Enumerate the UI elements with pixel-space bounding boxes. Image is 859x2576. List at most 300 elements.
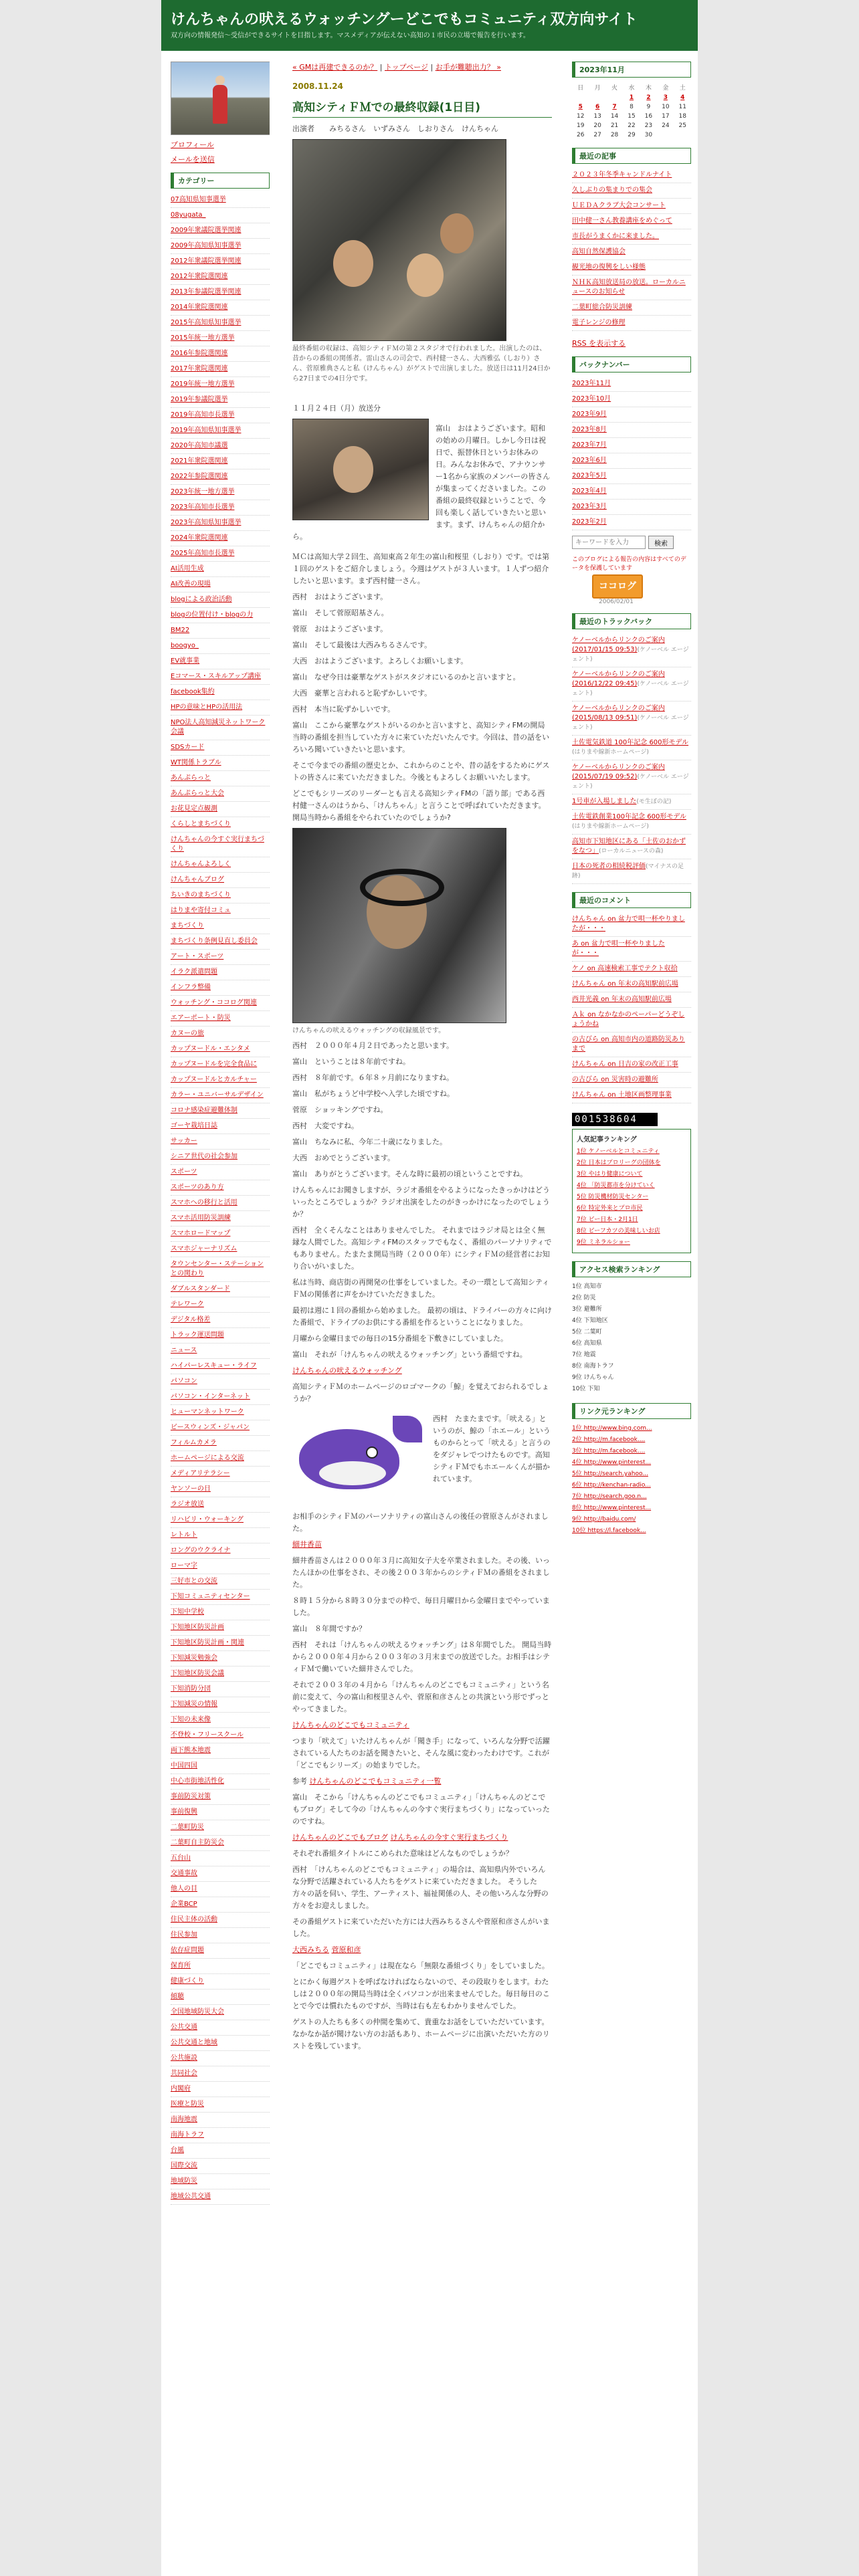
category-link[interactable]: けんちゃんの今すぐ実行まちづくり — [171, 836, 264, 853]
category-link[interactable]: カヌーの旅 — [171, 1030, 204, 1037]
calendar-day[interactable]: 26 — [576, 132, 585, 138]
breadcrumb-sep: | — [430, 63, 434, 72]
category-item — [171, 1774, 270, 1790]
trackback-item — [572, 702, 691, 736]
calendar-day[interactable]: 4 — [680, 94, 685, 101]
category-link[interactable]: ホームページによる交流 — [171, 1455, 244, 1462]
category-item — [171, 2189, 270, 2205]
category-link[interactable]: 住民主体の活動 — [171, 1916, 217, 1923]
category-link[interactable]: リハビリ・ウォーキング — [171, 1516, 244, 1523]
category-link[interactable]: blogによる政治活動 — [171, 596, 232, 603]
backnumber-link[interactable]: 2023年10月 — [572, 395, 611, 403]
access-rank-text: 9位 けんちゃん — [572, 1374, 614, 1381]
access-rank-text: 2位 防災 — [572, 1295, 596, 1301]
blog-rank-text[interactable]: 7位 ビー日本・2月1日 — [577, 1216, 638, 1223]
blog-rank-text[interactable]: 5位 防災機材防災センター — [577, 1194, 649, 1200]
calendar-day[interactable]: 28 — [610, 132, 619, 138]
category-link[interactable]: 下知コミュニティセンター — [171, 1593, 250, 1600]
studio-photo-1[interactable] — [292, 139, 506, 341]
category-link[interactable]: デジタル格差 — [171, 1316, 211, 1323]
category-link[interactable]: 2025年高知市長選挙 — [171, 550, 235, 557]
backnumber-link[interactable]: 2023年11月 — [572, 380, 611, 387]
recent-post-item — [572, 183, 691, 199]
calendar-day[interactable]: 12 — [576, 113, 585, 120]
calendar-day[interactable]: 18 — [678, 113, 686, 120]
blog-ranking-heading: 人気記事ランキング — [577, 1136, 637, 1144]
category-link[interactable]: 三好市との交流 — [171, 1578, 217, 1585]
trackback-link[interactable]: ケノーベルからリンクのご案内(2017/01/15 09:53) — [572, 637, 665, 653]
calendar-day[interactable]: 7 — [612, 104, 617, 110]
trackback-link[interactable]: 1号車が入場しました — [572, 798, 637, 805]
paragraph: 西村 たまたまです。「吠える」というのが、鯨の「ホエール」というものからとって「吠える」と言うのをダジャレでつけたものです。高知シティＦＭでもホエールくんが描かれています。 — [433, 1414, 551, 1483]
calendar-day[interactable]: 19 — [576, 122, 585, 129]
category-link[interactable]: 2013年参議院選挙関連 — [171, 288, 242, 296]
comment-link[interactable]: Ａｋ on なかなかのペーパーどうぞしょうかね — [572, 1011, 685, 1028]
category-link[interactable]: 07高知県知事選挙 — [171, 196, 226, 203]
category-item — [171, 1559, 270, 1574]
access-rank-text: 3位 避難所 — [572, 1306, 602, 1313]
blog-rank-item — [577, 1192, 686, 1203]
category-link[interactable]: 国際交流 — [171, 2162, 197, 2169]
send-mail-link[interactable]: メールを送信 — [171, 155, 215, 164]
trackback-source: (ケノーベル エージェント) — [572, 647, 689, 663]
blog-rank-text[interactable]: 3位 やはり健康について — [577, 1171, 643, 1178]
link-rank-text[interactable]: 2位 http://m.facebook.... — [572, 1436, 646, 1443]
link-rank-text[interactable]: 4位 http://www.pinterest... — [572, 1459, 652, 1466]
category-link[interactable]: 中心市街地活性化 — [171, 1778, 224, 1785]
category-link[interactable]: 保育所 — [171, 1962, 191, 1969]
profile-link[interactable]: プロフィール — [171, 140, 214, 149]
calendar-day[interactable]: 11 — [678, 104, 686, 110]
trackback-link[interactable]: 日本の死者の相続税評価 — [572, 863, 646, 870]
backnumber-link[interactable]: 2023年5月 — [572, 472, 607, 479]
category-link[interactable]: ウォッチング・ココログ関連 — [171, 999, 257, 1006]
trackback-link[interactable]: 土佐電気鉄道 100年記念 600形モデル — [572, 739, 689, 746]
category-link[interactable]: 共同社会 — [171, 2070, 197, 2077]
category-link[interactable]: 二葉町自主防災会 — [171, 1839, 224, 1846]
category-link[interactable]: 08yugata_ — [171, 211, 206, 219]
category-link[interactable]: 下知地区防災計画 — [171, 1624, 224, 1631]
calendar-day[interactable]: 10 — [662, 104, 670, 110]
recent-post-item — [572, 199, 691, 214]
category-link[interactable]: 下知消防分団 — [171, 1685, 211, 1693]
category-item — [171, 1119, 270, 1134]
category-link[interactable]: 2022年参院選関連 — [171, 473, 228, 480]
category-item — [171, 1697, 270, 1713]
category-link[interactable]: ロングのウクライナ — [171, 1547, 231, 1554]
category-item — [171, 965, 270, 980]
category-link[interactable]: 2016年参院選関連 — [171, 350, 228, 357]
link-rank-text[interactable]: 8位 http://www.pinterest... — [572, 1505, 652, 1511]
category-link[interactable]: 2021年衆院選関連 — [171, 457, 228, 465]
calendar-day[interactable]: 22 — [628, 122, 636, 129]
site-title[interactable]: けんちゃんの吠えるウォッチングーどこでもコミュニティ双方向サイト — [171, 11, 638, 28]
access-rank-item — [572, 1350, 691, 1361]
calendar-day — [589, 93, 605, 102]
category-item — [171, 239, 270, 254]
category-link[interactable]: 2019年参議院選挙 — [171, 396, 228, 403]
dialogue-line: 大西 おはようございます。よろしくお願いします。 — [292, 657, 468, 665]
category-item — [171, 2174, 270, 2189]
category-item — [171, 1513, 270, 1528]
category-link[interactable]: 事前防災対策 — [171, 1793, 211, 1800]
recent-post-link[interactable]: ２０２３年冬季キャンドルナイト — [572, 171, 672, 179]
comment-link[interactable]: の古びら on 高知市内の道路防災ありまで — [572, 1036, 685, 1053]
category-link[interactable]: 公共施設 — [171, 2054, 197, 2062]
backnumber-link[interactable]: 2023年7月 — [572, 441, 607, 449]
trackback-link[interactable]: ケノーベルからリンクのご案内(2015/08/13 09:51) — [572, 705, 665, 722]
category-link[interactable]: あんぷらっと — [171, 774, 211, 782]
category-link[interactable]: 台風 — [171, 2147, 184, 2154]
profile-photo[interactable] — [171, 62, 270, 135]
recent-post-link[interactable]: 二葉町総合防災訓練 — [572, 304, 632, 311]
left-sidebar — [171, 62, 270, 2563]
category-link[interactable]: スマホロードマップ — [171, 1230, 231, 1237]
category-link[interactable]: くらしとまちづくり — [171, 821, 231, 828]
community-list-link[interactable]: けんちゃんのどこでもコミュニティ一覧 — [309, 1777, 442, 1786]
category-link[interactable]: SDSカード — [171, 744, 205, 751]
calendar-day[interactable]: 24 — [662, 122, 670, 129]
category-item — [171, 833, 270, 857]
category-link[interactable]: AI活用生成 — [171, 565, 204, 572]
calendar-day[interactable]: 27 — [593, 132, 601, 138]
whale-belly — [319, 1461, 386, 1485]
category-link[interactable]: Eコマース・スキルアップ講座 — [171, 673, 262, 680]
access-counter: 001538604 — [572, 1113, 658, 1126]
category-link[interactable]: 2015年統一地方選挙 — [171, 334, 235, 342]
category-link[interactable]: フィルムカメラ — [171, 1439, 217, 1446]
category-link[interactable]: レトルト — [171, 1531, 197, 1539]
recent-post-link[interactable]: ＵＥＤＡクラブ大会コンサート — [572, 202, 666, 209]
category-link[interactable]: 2023年高知市長選挙 — [171, 504, 235, 511]
studio-photo-3[interactable] — [292, 828, 506, 1023]
category-link[interactable]: 二葉町防災 — [171, 1824, 204, 1831]
category-item — [171, 439, 270, 454]
recent-post-item — [572, 260, 691, 276]
paragraph: けんちゃんにお聞きしますが、ラジオ番組をやるようになったきっかけはどういったところでしょうか？ラジオ出演をしたのがきっかけになったのでしょうか？ — [292, 1186, 550, 1218]
category-link[interactable]: 地域防災 — [171, 2177, 197, 2185]
category-link[interactable]: スポーツのあり方 — [171, 1184, 224, 1191]
paragraph: 富山 ８年間ですか？ — [292, 1624, 366, 1633]
hosoi-link[interactable]: 細井香苗 — [292, 1540, 322, 1549]
access-rank-item — [572, 1327, 691, 1338]
trackback-link[interactable]: ケノーベルからリンクのご案内(2016/12/22 09:45) — [572, 671, 665, 687]
machizukuri-link[interactable]: けんちゃんの今すぐ実行まちづくり — [390, 1833, 508, 1842]
sugawara-link[interactable]: 菅原和彦 — [331, 1945, 361, 1954]
trackback-link[interactable]: 高知市下知地区にある「土佐のおかずをなつ」 — [572, 838, 686, 855]
category-link[interactable]: インフラ整備 — [171, 984, 211, 991]
recent-post-link[interactable]: 高知自然保護協会 — [572, 248, 626, 255]
calendar-day[interactable]: 15 — [628, 113, 636, 120]
blog-rank-text[interactable]: 2位 日本はプロリーグの団体を — [577, 1160, 661, 1166]
search-input[interactable] — [572, 536, 646, 549]
backnumber-link[interactable]: 2023年8月 — [572, 426, 607, 433]
category-link[interactable]: ローマ字 — [171, 1562, 197, 1570]
link-rank-text[interactable]: 6位 http://kenchan-radio... — [572, 1482, 651, 1489]
category-link[interactable]: 住民参加 — [171, 1931, 197, 1939]
category-item — [171, 1897, 270, 1913]
prev-post-link[interactable]: « GMは再建できるのか？ — [292, 63, 378, 72]
category-link[interactable]: エアーポート・防災 — [171, 1014, 231, 1022]
category-link[interactable]: 2020年高知市議選 — [171, 442, 228, 449]
recent-post-item — [572, 276, 691, 300]
calendar-day[interactable]: 23 — [644, 122, 653, 129]
category-link[interactable]: スマホジャーナリズム — [171, 1245, 237, 1253]
category-link[interactable]: カラー・ユニバーサルデザイン — [171, 1091, 264, 1099]
category-link[interactable]: 2012年衆院選関連 — [171, 273, 228, 280]
category-link[interactable]: 南海地震 — [171, 2116, 197, 2123]
category-link[interactable]: パソコン — [171, 1378, 197, 1385]
category-link[interactable]: 南海トラフ — [171, 2131, 204, 2139]
rss-link[interactable]: RSS を表示する — [572, 339, 626, 348]
paragraph: 西村 全くそんなことはありませんでした。 それまではラジオ局とは全く無縁な人間でした。高知シティFMのスタッフでもなく、番組のパーソナリティでもありません。たまたま開局当時（２０００年）にシティＦＭの経営者にお知り合いがいました。 — [292, 1226, 552, 1271]
category-link[interactable]: ちいきのまちづくり — [171, 891, 231, 899]
category-link[interactable]: 下知減災の情報 — [171, 1701, 217, 1708]
comment-link[interactable]: あ on 盆力で唄一杯やりましたが・・・ — [572, 940, 665, 957]
comment-link[interactable]: けんちゃん on 年末の高知駅前広場 — [572, 980, 678, 988]
category-link[interactable]: 公共交通と地域 — [171, 2039, 217, 2046]
recent-post-link[interactable]: 田中健一さん教養講座をめぐって — [572, 217, 672, 225]
search-button[interactable]: 検索 — [648, 536, 674, 549]
backnumber-link[interactable]: 2023年9月 — [572, 411, 607, 418]
category-link[interactable]: スポーツ — [171, 1168, 197, 1176]
comment-link[interactable]: けんちゃん on 盆力で唄一杯やりましたが・・・ — [572, 916, 685, 932]
calendar-day[interactable]: 30 — [644, 132, 653, 138]
category-link[interactable]: ラジオ放送 — [171, 1501, 204, 1508]
backnumber-link[interactable]: 2023年6月 — [572, 457, 607, 464]
category-link[interactable]: 傾聴 — [171, 1993, 184, 2000]
calendar-day[interactable]: 20 — [593, 122, 601, 129]
recent-post-item — [572, 316, 691, 331]
calendar-day[interactable]: 29 — [628, 132, 636, 138]
calendar-day[interactable]: 25 — [678, 122, 686, 129]
calendar-day[interactable]: 13 — [593, 113, 601, 120]
calendar-day[interactable]: 1 — [629, 94, 634, 101]
category-link[interactable]: 企業BCP — [171, 1901, 197, 1908]
recent-post-link[interactable]: 電子レンジの修理 — [572, 319, 626, 326]
breadcrumb-sep: | — [379, 63, 383, 72]
category-link[interactable]: お花見定点観測 — [171, 805, 217, 813]
category-link[interactable]: 2009年高知県知事選挙 — [171, 242, 242, 249]
category-link[interactable]: blogの位置付け・blogの力 — [171, 611, 254, 619]
category-link[interactable]: ハイパーレスキュー・ライフ — [171, 1362, 257, 1370]
category-link[interactable]: 下知の未来像 — [171, 1716, 211, 1723]
category-item — [171, 919, 270, 934]
recent-post-link[interactable]: 市長がうまくかに来ました。 — [572, 233, 659, 240]
category-link[interactable]: カップヌードルとカルチャー — [171, 1076, 257, 1083]
paragraph: その番組ゲストに来ていただいた方には大西みちるさんや菅原和彦さんがいました。 — [292, 1917, 550, 1938]
category-link[interactable]: ダブルスタンダード — [171, 1285, 230, 1293]
dialogue-line: 西村 本当に恥ずかしいです。 — [292, 705, 395, 714]
category-link[interactable]: ヤンソーの日 — [171, 1485, 211, 1493]
category-item — [171, 2097, 270, 2113]
category-link[interactable]: 2009年衆議院選挙関連 — [171, 227, 242, 234]
category-link[interactable]: 医療と防災 — [171, 2101, 204, 2108]
category-link[interactable]: 2014年衆院選関連 — [171, 304, 228, 311]
backnumber-link[interactable]: 2023年4月 — [572, 488, 607, 495]
category-link[interactable]: 公共交通 — [171, 2024, 197, 2031]
category-link[interactable]: 下知地区防災会議 — [171, 1670, 224, 1677]
category-link[interactable]: 2017年衆院選関連 — [171, 365, 228, 372]
trackback-link[interactable]: 土佐電鉄創業100年記念 600形モデル — [572, 813, 686, 821]
category-link[interactable]: サッカー — [171, 1138, 197, 1145]
category-item — [171, 423, 270, 439]
category-link[interactable]: 地域公共交通 — [171, 2193, 211, 2200]
category-link[interactable]: 他人の目 — [171, 1885, 197, 1893]
next-post-link[interactable]: お手が難聴出力？ » — [435, 63, 501, 72]
category-link[interactable]: EV就事業 — [171, 657, 200, 665]
link-rank-text[interactable]: 1位 http://www.bing.com... — [572, 1425, 652, 1432]
category-link[interactable]: ビースウィンズ・ジャパン — [171, 1424, 250, 1431]
backnumber-link[interactable]: 2023年2月 — [572, 518, 607, 526]
link-rank-text[interactable]: 5位 http://search.yahoo... — [572, 1471, 648, 1477]
link-rank-item — [572, 1434, 691, 1446]
access-rank-item — [572, 1338, 691, 1350]
home-link[interactable]: トップページ — [384, 63, 428, 72]
category-item — [171, 1073, 270, 1088]
category-item — [171, 346, 270, 362]
backnumber-item — [572, 500, 691, 515]
category-link[interactable]: アート・スポーツ — [171, 953, 224, 960]
onishi-link[interactable]: 大西みちる — [292, 1945, 329, 1954]
category-link[interactable]: コロナ感染症避難体制 — [171, 1107, 237, 1114]
blog-rank-text[interactable]: 9位 ミネラルショー — [577, 1239, 630, 1246]
backnumber-link[interactable]: 2023年3月 — [572, 503, 607, 510]
calendar-day[interactable]: 2 — [646, 94, 651, 101]
category-link[interactable]: 五台山 — [171, 1854, 191, 1862]
calendar-day — [572, 93, 589, 102]
category-link[interactable]: WT関係トラブル — [171, 759, 221, 766]
link-rank-text[interactable]: 9位 http://baidu.com/ — [572, 1516, 636, 1523]
category-link[interactable]: 両下熊本地震 — [171, 1747, 211, 1754]
category-link[interactable]: シニア世代の社会参加 — [171, 1153, 237, 1160]
link-rank-text[interactable]: 3位 http://m.facebook.... — [572, 1448, 646, 1455]
access-rank-item — [572, 1281, 691, 1293]
category-item — [171, 1528, 270, 1543]
calendar-day[interactable]: 14 — [610, 113, 619, 120]
category-link[interactable]: イラク派遣問題 — [171, 968, 217, 976]
comment-link[interactable]: けんちゃん on 土地区画整理事業 — [572, 1091, 672, 1099]
category-link[interactable]: ヒューマンネットワーク — [171, 1408, 244, 1416]
category-link[interactable]: カップヌードル・エンタメ — [171, 1045, 250, 1053]
category-link[interactable]: スマホ活用防災訓練 — [171, 1214, 231, 1222]
category-link[interactable]: テレワーク — [171, 1301, 204, 1308]
category-link[interactable]: けんちゃんよろしく — [171, 861, 231, 868]
cocolog-logo[interactable]: ココログ — [592, 574, 643, 599]
category-link[interactable]: ゴーヤ栽培日誌 — [171, 1122, 217, 1130]
paragraph: とにかく毎週ゲストを呼ばなければならないので、その段取りをします。わたしは２０００年の開局当時は全くパソコンが出来ませんでした。毎日毎日のことで今では慣れたものですが、当時は右も左もわかりませんでした。 — [292, 1977, 550, 2010]
calendar-day[interactable]: 6 — [595, 104, 600, 110]
category-link[interactable]: BM22 — [171, 627, 190, 634]
comment-link[interactable]: 西井光義 on 年末の高知駅前広場 — [572, 996, 672, 1003]
watching-link[interactable]: けんちゃんの吠えるウォッチング — [292, 1366, 402, 1375]
category-link[interactable]: 不登校・フリースクール — [171, 1731, 244, 1739]
category-link[interactable]: 事前復興 — [171, 1808, 197, 1816]
category-link[interactable]: タウンセンター・ステーションとの関わり — [171, 1261, 264, 1277]
comment-link[interactable]: の古びら on 災害時の避難所 — [572, 1076, 658, 1083]
trackback-link[interactable]: ケノーベルからリンクのご案内(2015/07/19 09:52) — [572, 764, 665, 780]
category-link[interactable]: 2012年衆議院選挙関連 — [171, 257, 242, 265]
calendar-day[interactable]: 5 — [578, 104, 583, 110]
category-link[interactable]: ニュース — [171, 1347, 197, 1354]
blog-rank-text[interactable]: 6位 特定外来とプロ市民 — [577, 1205, 643, 1212]
category-link[interactable]: メディアリテラシー — [171, 1470, 230, 1477]
category-link[interactable]: 依存症問題 — [171, 1947, 204, 1954]
calendar-day[interactable]: 3 — [663, 94, 668, 101]
backnumber-item — [572, 392, 691, 407]
category-link[interactable]: HPの意味とHPの活用法 — [171, 704, 243, 711]
category-link[interactable]: パソコン・インターネット — [171, 1393, 250, 1400]
category-link[interactable]: あんぷらっと大会 — [171, 790, 224, 797]
community-link[interactable]: けんちゃんのどこでもコミュニティ — [292, 1721, 409, 1729]
category-link[interactable]: 2024年衆院選関連 — [171, 534, 228, 542]
blog-rank-text[interactable]: 4位 「防災都市を分けていく — [577, 1182, 655, 1189]
category-link[interactable]: 2015年高知県知事選挙 — [171, 319, 242, 326]
category-link[interactable]: boogyo_ — [171, 642, 199, 649]
calendar-day[interactable]: 21 — [610, 122, 619, 129]
category-link[interactable]: 下知地区防災計画・関連 — [171, 1639, 244, 1646]
category-link[interactable]: カップヌードルを完全食品に — [171, 1061, 258, 1068]
link-rank-text[interactable]: 10位 https://l.facebook... — [572, 1527, 646, 1534]
studio-photo-2[interactable] — [292, 419, 429, 520]
comment-link[interactable]: けんちゃん on 日吉の家の改正工事 — [572, 1061, 678, 1068]
category-link[interactable]: まちづくり — [171, 922, 204, 930]
category-link[interactable]: NPO法人高知減災ネットワーク会議 — [171, 719, 266, 736]
link-rank-text[interactable]: 7位 http://search.goo.n... — [572, 1493, 647, 1500]
category-link[interactable]: 2023年統一地方選挙 — [171, 488, 235, 496]
category-item — [171, 1103, 270, 1119]
calendar-day[interactable]: 8 — [630, 104, 634, 110]
category-link[interactable]: 交通事故 — [171, 1870, 197, 1877]
category-link[interactable]: 全国地域防災大会 — [171, 2008, 224, 2016]
category-link[interactable]: facebook集約 — [171, 688, 215, 695]
comment-link[interactable]: ケノ on 高速検索工事でテクト収拾 — [572, 965, 678, 972]
calendar-day[interactable]: 9 — [646, 104, 651, 110]
notice-text[interactable]: このブログによる報告の内容はすべてのデータを保護しています — [572, 556, 686, 572]
post-title[interactable]: 高知シティＦＭでの最終収録(1日目) — [292, 98, 552, 118]
category-link[interactable]: トラック運送問題 — [171, 1331, 224, 1339]
category-link[interactable]: 内閣府 — [171, 2085, 191, 2092]
recent-post-link[interactable]: ＮＨＫ高知放送局の放送。ローカルニュースのお知らせ — [572, 279, 686, 296]
category-link[interactable]: 健康づくり — [171, 1977, 204, 1985]
category-link[interactable]: 2019年統一地方選挙 — [171, 381, 235, 388]
category-link[interactable]: 2019年高知市長選挙 — [171, 411, 235, 419]
category-link[interactable]: まちづくり条例見直し委員会 — [171, 938, 258, 945]
category-item — [171, 1882, 270, 1897]
link-paragraph — [292, 1539, 552, 1551]
trackback-heading: 最近のトラックバック — [572, 613, 691, 629]
category-link[interactable]: スマホへの移行と活用 — [171, 1199, 237, 1206]
dokodemo-blog-link[interactable]: けんちゃんのどこでもブログ — [292, 1833, 388, 1842]
category-item — [171, 2113, 270, 2128]
category-link[interactable]: 2019年高知県知事選挙 — [171, 427, 242, 434]
recent-post-link[interactable]: 久しぶりの集まりでの集会 — [572, 187, 652, 194]
blog-rank-text[interactable]: 8位 ビーフカツの美味しいお店 — [577, 1228, 660, 1235]
calendar-day[interactable]: 16 — [644, 113, 653, 120]
category-link[interactable]: 2023年高知県知事選挙 — [171, 519, 242, 526]
category-item — [171, 1226, 270, 1242]
category-link[interactable]: AI改善の現場 — [171, 580, 211, 588]
category-link[interactable]: 下知中学校 — [171, 1608, 204, 1616]
calendar-day[interactable]: 17 — [662, 113, 670, 120]
category-link[interactable]: 下知減災勉強会 — [171, 1654, 217, 1662]
category-link[interactable]: 中国四国 — [171, 1762, 197, 1769]
recent-post-link[interactable]: 観光地の復興をしい様態 — [572, 263, 646, 271]
category-link[interactable]: けんちゃんブログ — [171, 876, 224, 883]
blog-rank-text[interactable]: 1位 ケノーベルとコミュニティ — [577, 1148, 660, 1155]
paragraph: それで２００３年の４月から「けんちゃんのどこでもコミュニティ」という名前に変えて、今の富山和桜里さんや、菅原和彦さんとの共演という形でずっとやってきました。 — [292, 1681, 549, 1713]
category-link[interactable]: はりまや寄付コミュ — [171, 907, 231, 914]
